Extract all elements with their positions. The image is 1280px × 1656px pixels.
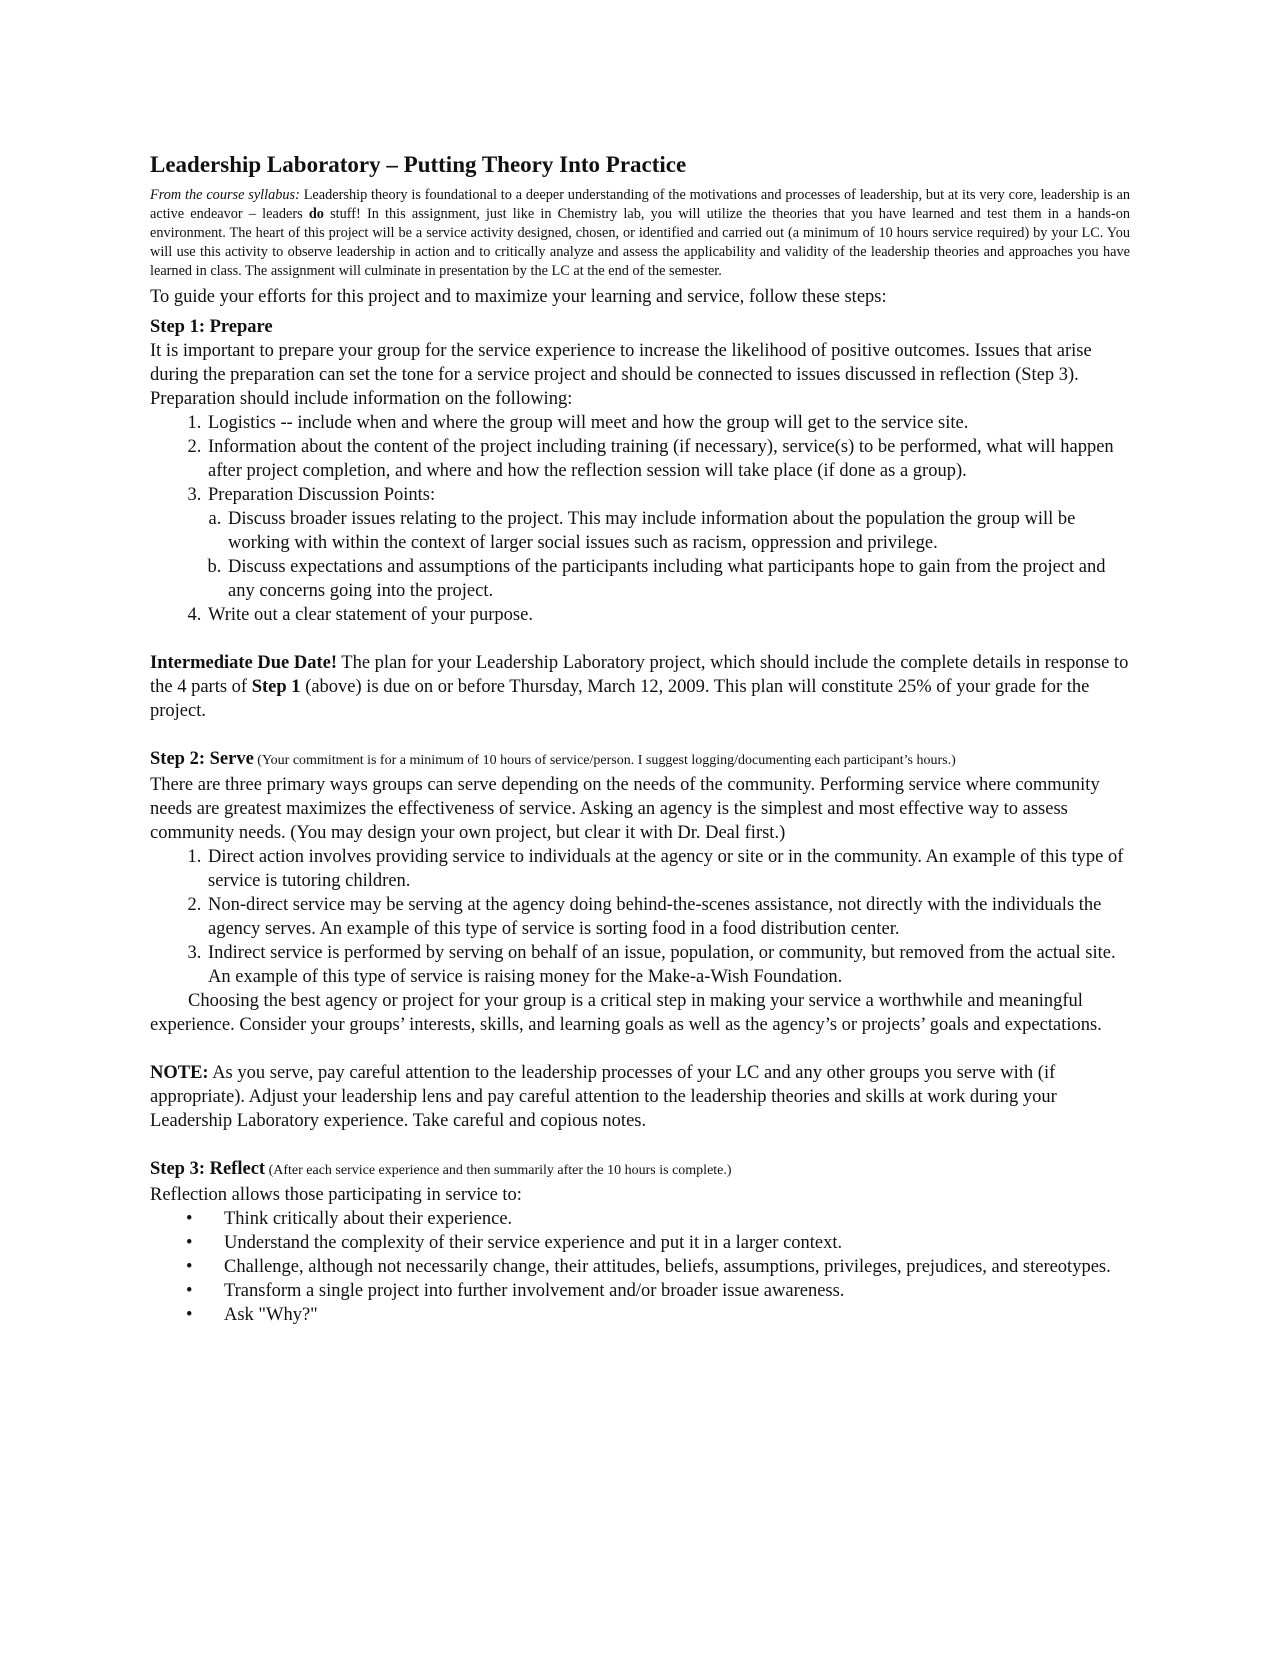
step1-heading: Step 1: Prepare [150, 317, 273, 337]
document-title: Leadership Laboratory – Putting Theory Into Practice [150, 152, 687, 177]
note-text: As you serve, pay careful attention to the leadership processes of your LC and any other groups you serve with (if appropriate). Adjust your leadership lens and pay careful attention to the leadership theories and skills at work during your Leadership Laboratory experience. Take careful and copious notes. [150, 1063, 1057, 1131]
step1-item-1-text: Logistics -- include when and where the group will meet and how the group will get to the service site. [208, 413, 969, 433]
due-text-1: The plan for your Leadership Laboratory project, which should include the complete details in response to the 4 parts of [150, 653, 1129, 697]
step3-item-1 [186, 1207, 1130, 1231]
step3-heading-line [150, 1157, 1130, 1183]
intro-bold: do [308, 206, 324, 222]
due-text-2: (above) is due on or before Thursday, March 12, 2009. This plan will constitute 25% of your grade for the project. [150, 677, 1090, 721]
step2-item-2-text: Non-direct service may be serving at the agency doing behind-the-scenes assistance, not directly with the individuals the agency serves. An example of this type of service is sorting food in a food distribution center. [208, 895, 1102, 939]
document-page [150, 150, 1130, 1327]
step3-item-5-text: Ask "Why?" [224, 1305, 318, 1325]
bullet-icon: • [186, 1305, 193, 1325]
step3-item-2-text: Understand the complexity of their service experience and put it in a larger context. [224, 1233, 843, 1253]
due-heading: Intermediate Due Date! [150, 653, 337, 673]
step2-item-1-text: Direct action involves providing service to individuals at the agency or site or in the community. An example of this type of service is tutoring children. [208, 847, 1124, 891]
bullet-icon: • [186, 1281, 193, 1301]
step1-item-3 [206, 483, 1130, 603]
step3-body: Reflection allows those participating in service to: [150, 1185, 522, 1205]
step2-list [150, 845, 1130, 989]
step1-item-4 [206, 603, 1130, 627]
step2-heading: Step 2: Serve [150, 749, 254, 769]
step2-heading-line [150, 747, 1130, 773]
syllabus-intro [150, 186, 1130, 281]
step1-subitem-a [226, 507, 1130, 555]
bullet-icon: • [186, 1257, 193, 1277]
due-bold: Step 1 [251, 677, 301, 697]
step2-item-2 [206, 893, 1130, 941]
note-heading: NOTE: [150, 1063, 209, 1083]
step3-heading: Step 3: Reflect [150, 1159, 266, 1179]
step1-list [150, 411, 1130, 627]
intro-lead: From the course syllabus: [150, 187, 300, 203]
step2-item-1 [206, 845, 1130, 893]
step1-item-1 [206, 411, 1130, 435]
step1-body: It is important to prepare your group for the service experience to increase the likelihood of positive outcomes. Issues that arise during the preparation can set the tone for a service project and should be connected to issues discussed in reflection (Step 3). Preparation should include information on the following: [150, 341, 1092, 409]
step1-item-2-text: Information about the content of the project including training (if necessary), service(s) to be performed, what will happen after project completion, and where and how the reflection session will take place (if done as a group). [208, 437, 1114, 481]
step1-subitem-a-text: Discuss broader issues relating to the project. This may include information about the population the group will be working with within the context of larger social issues such as racism, oppression and privilege. [228, 509, 1076, 553]
step2-item-3 [206, 941, 1130, 989]
step1-item-2 [206, 435, 1130, 483]
step3-item-3-text: Challenge, although not necessarily change, their attitudes, beliefs, assumptions, privileges, prejudices, and stereotypes. [224, 1257, 1111, 1277]
step3-item-4 [186, 1279, 1130, 1303]
intro-text-1: Leadership theory is foundational to a deeper understanding of the motivations and processes of leadership, but at its very core, leadership is an active endeavor – leaders [150, 187, 1130, 222]
step3-item-5 [186, 1303, 1130, 1327]
guide-sentence: To guide your efforts for this project and to maximize your learning and service, follow these steps: [150, 287, 887, 307]
step1-subitem-b-text: Discuss expectations and assumptions of the participants including what participants hope to gain from the project and any concerns going into the project. [228, 557, 1106, 601]
step1-subitem-b [226, 555, 1130, 603]
step2-item-3-text: Indirect service is performed by serving on behalf of an issue, population, or community, but removed from the actual site. An example of this type of service is raising money for the Make-a-Wish Foundation. [208, 943, 1116, 987]
step1-sublist [208, 507, 1130, 603]
step3-item-1-text: Think critically about their experience. [224, 1209, 513, 1229]
note-paragraph [150, 1061, 1130, 1133]
step3-list [150, 1207, 1130, 1327]
bullet-icon: • [186, 1209, 193, 1229]
step2-note: (Your commitment is for a minimum of 10 hours of service/person. I suggest logging/documenting each participant’s hours.) [253, 753, 956, 768]
step2-closing: Choosing the best agency or project for your group is a critical step in making your service a worthwhile and meaningful experience. Consider your groups’ interests, skills, and learning goals as well as the agency’s or projects’ goals and expectations. [150, 991, 1102, 1035]
step1-item-3-text: Preparation Discussion Points: [208, 485, 436, 505]
step3-item-4-text: Transform a single project into further involvement and/or broader issue awareness. [224, 1281, 845, 1301]
due-date-paragraph [150, 651, 1130, 723]
step3-item-2 [186, 1231, 1130, 1255]
step3-note: (After each service experience and then summarily after the 10 hours is complete.) [265, 1163, 732, 1178]
step1-item-4-text: Write out a clear statement of your purpose. [208, 605, 533, 625]
intro-text-2: stuff! In this assignment, just like in Chemistry lab, you will utilize the theories that you have learned and test them in a hands-on environment. The heart of this project will be a service activity designed, chosen, or identified and carried out (a minimum of 10 hours service required) by your LC. You will use this activity to observe leadership in action and to critically analyze and assess the applicability and validity of the leadership theories and approaches you have learned in class. The assignment will culminate in presentation by the LC at the end of the semester. [150, 206, 1130, 279]
bullet-icon: • [186, 1233, 193, 1253]
step2-body: There are three primary ways groups can serve depending on the needs of the community. Performing service where community needs are greatest maximizes the effectiveness of service. Asking an agency is the simplest and most effective way to assess community needs. (You may design your own project, but clear it with Dr. Deal first.) [150, 775, 1100, 843]
step3-item-3 [186, 1255, 1130, 1279]
